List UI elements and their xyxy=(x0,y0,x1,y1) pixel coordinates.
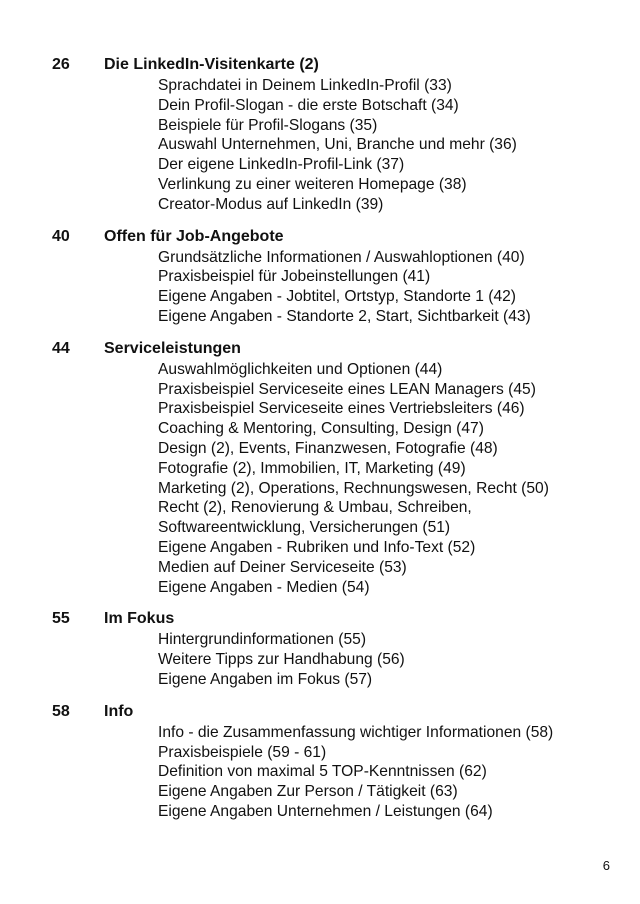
toc-entry: Grundsätzliche Informationen / Auswahloptionen (40) xyxy=(158,248,525,266)
section-items xyxy=(0,248,640,327)
section-title: Info xyxy=(104,702,134,720)
page-number: 6 xyxy=(602,858,610,873)
toc-entry: Auswahl Unternehmen, Uni, Branche und mehr (36) xyxy=(158,136,517,154)
toc-entry: Eigene Angaben - Standorte 2, Start, Sichtbarkeit (43) xyxy=(158,307,531,325)
toc-entry: Beispiele für Profil-Slogans (35) xyxy=(158,116,378,134)
toc-entry: Praxisbeispiel Serviceseite eines LEAN Managers (45) xyxy=(158,380,536,398)
toc-entry: Eigene Angaben Unternehmen / Leistungen (64) xyxy=(158,802,493,820)
toc-section xyxy=(0,56,640,215)
toc-entry: Weitere Tipps zur Handhabung (56) xyxy=(158,651,405,669)
toc-section xyxy=(0,610,640,689)
section-heading xyxy=(0,340,640,360)
section-number: 58 xyxy=(52,702,70,720)
toc-entry: Eigene Angaben Zur Person / Tätigkeit (63) xyxy=(158,783,458,801)
toc-entry: Der eigene LinkedIn-Profil-Link (37) xyxy=(158,156,405,174)
toc-entry: Creator-Modus auf LinkedIn (39) xyxy=(158,195,384,213)
toc-entry: Softwareentwicklung, Versicherungen (51) xyxy=(158,519,451,537)
section-heading xyxy=(0,703,640,723)
section-heading xyxy=(0,228,640,248)
toc-entry: Praxisbeispiel Serviceseite eines Vertriebsleiters (46) xyxy=(158,400,525,418)
toc-section xyxy=(0,703,640,822)
toc-entry: Fotografie (2), Immobilien, IT, Marketing (49) xyxy=(158,459,466,477)
toc-entry: Coaching & Mentoring, Consulting, Design (47) xyxy=(158,420,484,438)
section-items xyxy=(0,630,640,689)
section-heading xyxy=(0,610,640,630)
section-number: 40 xyxy=(52,227,70,245)
toc-entry: Eigene Angaben im Fokus (57) xyxy=(158,670,373,688)
toc-entry: Eigene Angaben - Rubriken und Info-Text (52) xyxy=(158,538,476,556)
section-number: 55 xyxy=(52,610,70,628)
toc-entry: Praxisbeispiel für Jobeinstellungen (41) xyxy=(158,268,431,286)
toc-entry: Sprachdatei in Deinem LinkedIn-Profil (33) xyxy=(158,77,452,94)
toc-entry: Eigene Angaben - Medien (54) xyxy=(158,578,370,596)
section-number: 44 xyxy=(52,339,70,357)
toc-section xyxy=(0,340,640,598)
section-title: Offen für Job-Angebote xyxy=(104,227,284,245)
toc-entry: Recht (2), Renovierung & Umbau, Schreiben, xyxy=(158,499,472,517)
toc-entry: Verlinkung zu einer weiteren Homepage (38) xyxy=(158,175,467,193)
section-items xyxy=(0,76,640,215)
toc-section xyxy=(0,228,640,327)
table-of-contents xyxy=(0,56,640,835)
toc-entry: Definition von maximal 5 TOP-Kenntnissen (62) xyxy=(158,763,487,781)
toc-entry: Medien auf Deiner Serviceseite (53) xyxy=(158,558,407,576)
section-heading xyxy=(0,56,640,76)
section-items xyxy=(0,360,640,598)
toc-entry: Hintergrundinformationen (55) xyxy=(158,631,367,649)
toc-entry: Marketing (2), Operations, Rechnungswesen, Recht (50) xyxy=(158,479,549,497)
toc-entry: Praxisbeispiele (59 - 61) xyxy=(158,743,327,761)
toc-entry: Auswahlmöglichkeiten und Optionen (44) xyxy=(158,360,443,378)
toc-entry: Dein Profil-Slogan - die erste Botschaft (34) xyxy=(158,96,459,114)
toc-entry: Eigene Angaben - Jobtitel, Ortstyp, Standorte 1 (42) xyxy=(158,288,517,306)
toc-entry: Info - die Zusammenfassung wichtiger Informationen (58) xyxy=(158,723,554,741)
section-items xyxy=(0,723,640,822)
toc-entry: Design (2), Events, Finanzwesen, Fotografie (48) xyxy=(158,439,498,457)
section-number: 26 xyxy=(52,56,70,73)
section-title: Serviceleistungen xyxy=(104,339,241,357)
section-title: Die LinkedIn-Visitenkarte (2) xyxy=(104,56,319,73)
section-title: Im Fokus xyxy=(104,610,175,628)
